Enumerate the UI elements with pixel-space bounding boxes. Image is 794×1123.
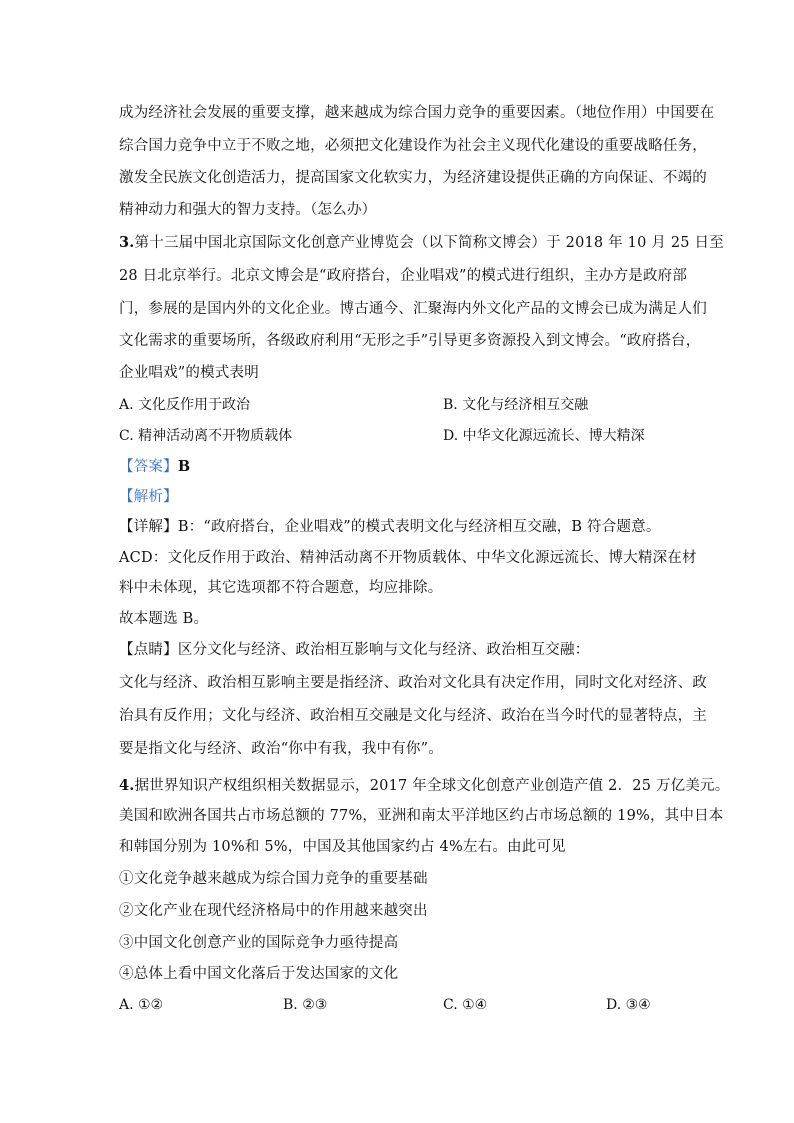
answer-value: B xyxy=(177,458,191,475)
q4-option-d: D. ③④ xyxy=(606,997,651,1013)
q3-tip-line-3: 要是指文化与经济、政治“你中有我，我中有你”。 xyxy=(119,741,443,757)
q4-stem-2: 美国和欧洲各国共占市场总额的 77%，亚洲和南太平洋地区约占市场总额的 19%，其中日本 xyxy=(119,808,724,824)
intro-line-2: 综合国力竞争中立于不败之地，必须把文化建设作为社会主义现代化建设的重要战略任务， xyxy=(119,138,707,154)
q3-stem-1: 第十三届中国北京国际文化创意产业博览会（以下简称文博会）于 2018 年 10 月 25 日至 xyxy=(134,235,724,251)
q3-stem-2: 28 日北京举行。北京文博会是“政府搭台，企业唱戏”的模式进行组织，主办方是政府部 xyxy=(119,268,688,284)
q3-option-a: A. 文化反作用于政治 xyxy=(119,397,251,413)
q4-item-2: ②文化产业在现代经济格局中的作用越来越突出 xyxy=(119,903,428,919)
intro-line-3: 激发全民族文化创造活力，提高国家文化软实力，为经济建设提供正确的方向保证、不竭的 xyxy=(119,170,707,186)
tip-text: 区分文化与经济、政治相互影响与文化与经济、政治相互交融： xyxy=(177,642,590,658)
q4-number: 4. xyxy=(119,777,135,794)
q3-option-c: C. 精神活动离不开物质载体 xyxy=(119,428,293,444)
q3-option-d: D. 中华文化源远流长、博大精深 xyxy=(443,428,645,444)
q3-line-1 xyxy=(119,233,724,253)
q3-number: 3. xyxy=(119,234,135,251)
q3-stem-4: 文化需求的重要场所，各级政府利用“无形之手”引导更多资源投入到文博会。“政府搭台， xyxy=(119,333,701,349)
intro-line-4: 精神动力和强大的智力支持。（怎么办） xyxy=(119,202,377,218)
q4-item-1: ①文化竞争越来越成为综合国力竞争的重要基础 xyxy=(119,871,428,887)
q3-conclusion: 故本题选 B。 xyxy=(119,611,209,627)
q3-tip-line-2: 治具有反作用；文化与经济、政治相互交融是文化与经济、政治在当今时代的显著特点，主 xyxy=(119,708,707,724)
q4-stem-1: 据世界知识产权组织相关数据显示，2017 年全球文化创意产业创造产值 2．25 万亿美元。 xyxy=(134,778,730,794)
q3-answer xyxy=(119,457,679,477)
q4-line-1 xyxy=(119,776,730,796)
q3-tip-line-1: 文化与经济、政治相互影响主要是指经济、政治对文化具有决定作用，同时文化对经济、政 xyxy=(119,675,707,691)
q4-item-4: ④总体上看中国文化落后于发达国家的文化 xyxy=(119,966,399,982)
q4-option-a: A. ①② xyxy=(119,997,164,1013)
detail-label: 【详解】 xyxy=(119,519,178,535)
q4-item-3: ③中国文化创意产业的国际竞争力亟待提高 xyxy=(119,935,399,951)
analysis-label: 【解析】 xyxy=(119,489,178,505)
q3-stem-3: 门，参展的是国内外的文化企业。博古通今、汇聚海内外文化产品的文博会已成为满足人们 xyxy=(119,301,707,317)
intro-line-1: 成为经济社会发展的重要支撑，越来越成为综合国力竞争的重要因素。（地位作用）中国要在 xyxy=(119,105,715,121)
q4-option-c: C. ①④ xyxy=(443,997,488,1013)
q3-detail xyxy=(119,517,679,537)
q3-option-b: B. 文化与经济相互交融 xyxy=(443,397,589,413)
answer-label: 【答案】 xyxy=(119,459,178,475)
q3-stem-5: 企业唱戏”的模式表明 xyxy=(119,365,259,381)
q3-acd-2: 料中未体现，其它选项都不符合题意，均应排除。 xyxy=(119,580,443,596)
q4-stem-3: 和韩国分别为 10%和 5%，中国及其他国家约占 4%左右。由此可见 xyxy=(119,839,566,855)
detail-text: B：“政府搭台，企业唱戏”的模式表明文化与经济相互交融，B 符合题意。 xyxy=(177,519,661,535)
q4-option-b: B. ②③ xyxy=(283,997,328,1013)
tip-label: 【点睛】 xyxy=(119,642,178,658)
q3-tip xyxy=(119,640,679,660)
q3-acd-1: ACD：文化反作用于政治、精神活动离不开物质载体、中华文化源远流长、博大精深在材 xyxy=(119,550,697,566)
